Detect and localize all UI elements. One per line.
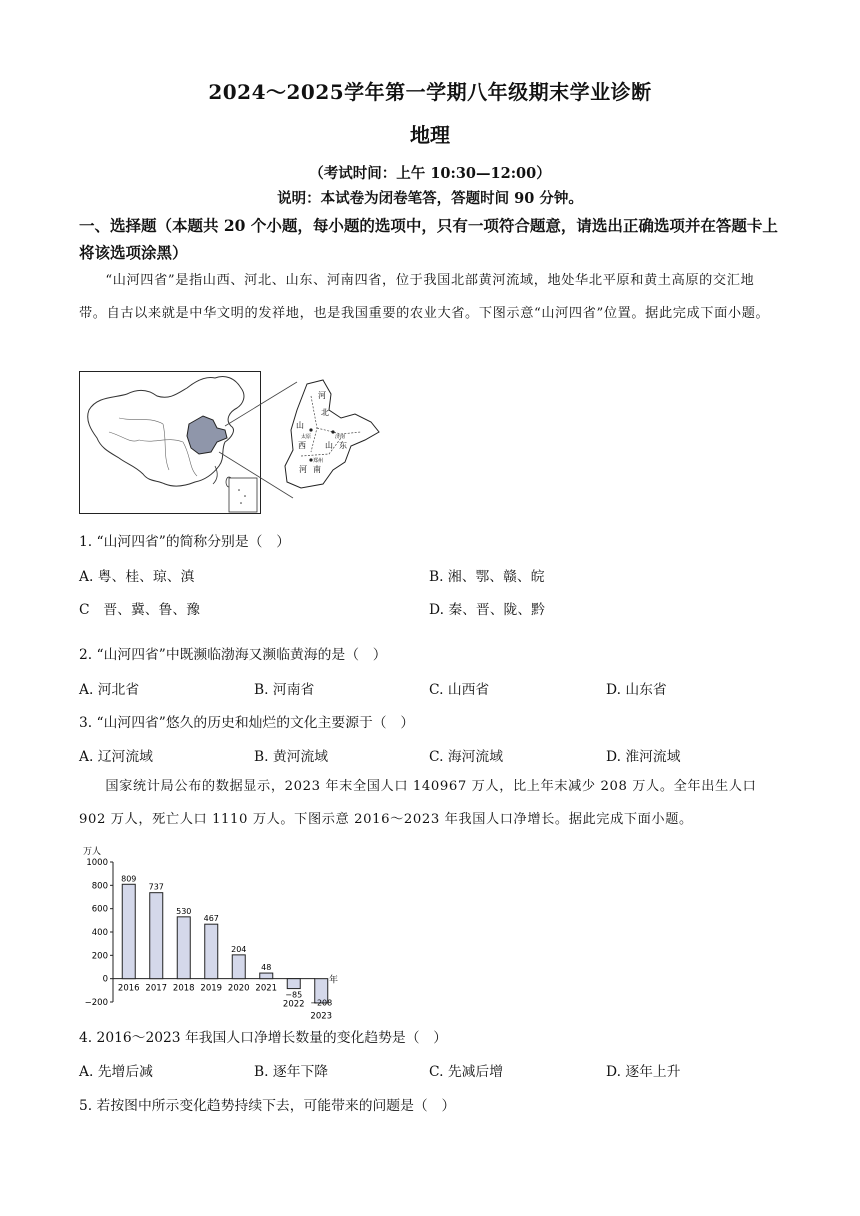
y-tick-label: 800 [91,881,108,892]
bar-2021 [260,973,273,979]
q2-option-d: D. 山东省 [606,682,667,698]
x-tick-label-2023: 2023 [310,1011,333,1022]
bar-2019 [205,924,218,978]
y-tick-label: 600 [91,904,108,915]
bar-2020 [232,955,245,979]
exam-title: 2024～2025学年第一学期八年级期末学业诊断 [208,80,652,104]
value-label-2019: 467 [203,914,219,924]
chart-x-tick-labels [118,984,332,1022]
map-label-shandong-1: 山 [325,441,333,450]
question-5: 5. 若按图中所示变化趋势持续下去，可能带来的问题是（ ） [79,1098,456,1114]
map-label-shanxi-2: 西 [298,441,306,450]
bar-2018 [177,917,190,979]
map-label-zhengzhou: 郑州 [313,458,324,464]
y-tick-label: 400 [91,928,108,938]
value-label-2020: 204 [231,944,247,954]
question-3: 3. “山河四省”悠久的历史和灿烂的文化主要源于（ ） [79,715,415,731]
x-tick-label-2020: 2020 [227,983,250,994]
value-label-2023: −208 [310,998,333,1008]
value-label-2021: 48 [261,963,272,973]
q3-option-c: C. 海河流域 [429,749,504,765]
shanhe-map [79,370,389,516]
map-label-henan-1: 河 [299,465,307,474]
q3-option-b: B. 黄河流域 [254,749,329,765]
value-label-2016: 809 [121,874,137,884]
section-heading: 一、选择题（本题共 20 个小题，每小题的选项中，只有一项符合题意，请选出正确选项并在答题卡上将该选项涂黑） [79,216,778,262]
map-label-taiyuan: 太原 [301,434,312,440]
exam-note: 说明：本试卷为闭卷笔答，答题时间 90 分钟。 [277,190,583,207]
x-tick-label-2021: 2021 [255,983,278,994]
q4-option-d: D. 逐年上升 [606,1064,681,1080]
q1-option-b: B. 湘、鄂、赣、皖 [429,569,545,585]
q2-option-c: C. 山西省 [429,682,490,698]
y-tick-label: 1000 [86,858,108,868]
subject-title: 地理 [410,123,450,147]
chart-y-ticks [85,858,113,1008]
q4-option-a: A. 先增后减 [79,1064,153,1080]
q3-option-a: A. 辽河流域 [79,749,153,765]
q1-option-a: A. 粤、桂、琼、滇 [79,569,195,585]
y-tick-label: 200 [91,951,108,962]
chart-y-axis-label: 万人 [83,847,102,857]
map-label-shanxi-1: 山 [296,421,304,430]
map-label-shandong-2: 东 [339,441,347,450]
map-label-jinan: 济南 [335,434,346,440]
question-1: 1. “山河四省”的简称分别是（ ） [79,534,291,550]
question-2: 2. “山河四省”中既濒临渤海又濒临黄海的是（ ） [79,647,387,663]
y-tick-label: 0 [102,974,108,985]
exam-time: （考试时间：上午 10:30—12:00） [309,165,551,182]
bar-2017 [150,893,163,979]
q3-option-d: D. 淮河流域 [606,749,681,765]
q4-option-c: C. 先减后增 [429,1064,504,1080]
y-tick-label: −200 [84,998,108,1008]
bar-2022 [287,979,300,989]
population-growth-chart [79,842,349,1022]
x-tick-label-2022: 2022 [282,999,305,1010]
q1-option-c: C 晋、冀、鲁、豫 [79,602,200,618]
q4-option-b: B. 逐年下降 [254,1064,329,1080]
x-tick-label-2016: 2016 [117,983,140,994]
chart-x-axis-label: 年 [329,975,339,986]
value-label-2017: 737 [148,882,164,892]
x-tick-label-2018: 2018 [172,983,195,994]
q2-option-b: B. 河南省 [254,682,315,698]
taiyuan-marker [309,428,312,431]
intro-paragraph-2: 国家统计局公布的数据显示，2023 年末全国人口 140967 万人，比上年末减少 208 万人。全年出生人口 902 万人，死亡人口 1110 万人。下图示意 2016～2023 年我国人口净增长。据此完成下面小题。 [79,779,757,827]
bar-2016 [122,884,135,978]
map-label-hebei-2: 北 [321,408,329,417]
south-sea-inset [229,478,257,512]
map-label-hebei-1: 河 [318,391,326,400]
x-tick-label-2017: 2017 [145,983,168,994]
q2-option-a: A. 河北省 [79,682,140,698]
question-4: 4. 2016～2023 年我国人口净增长数量的变化趋势是（ ） [79,1030,448,1046]
q1-option-d: D. 秦、晋、陇、黔 [429,602,545,618]
x-tick-label-2019: 2019 [200,983,223,994]
map-label-henan-2: 南 [313,465,321,474]
value-label-2022: −85 [285,990,303,1000]
intro-paragraph: “山河四省”是指山西、河北、山东、河南四省，位于我国北部黄河流域，地处华北平原和黄土高原的交汇地带。自古以来就是中华文明的发祥地，也是我国重要的农业大省。下图示意“山河四省”位置。据此完成下面小题。 [79,273,770,321]
value-label-2018: 530 [176,906,192,916]
